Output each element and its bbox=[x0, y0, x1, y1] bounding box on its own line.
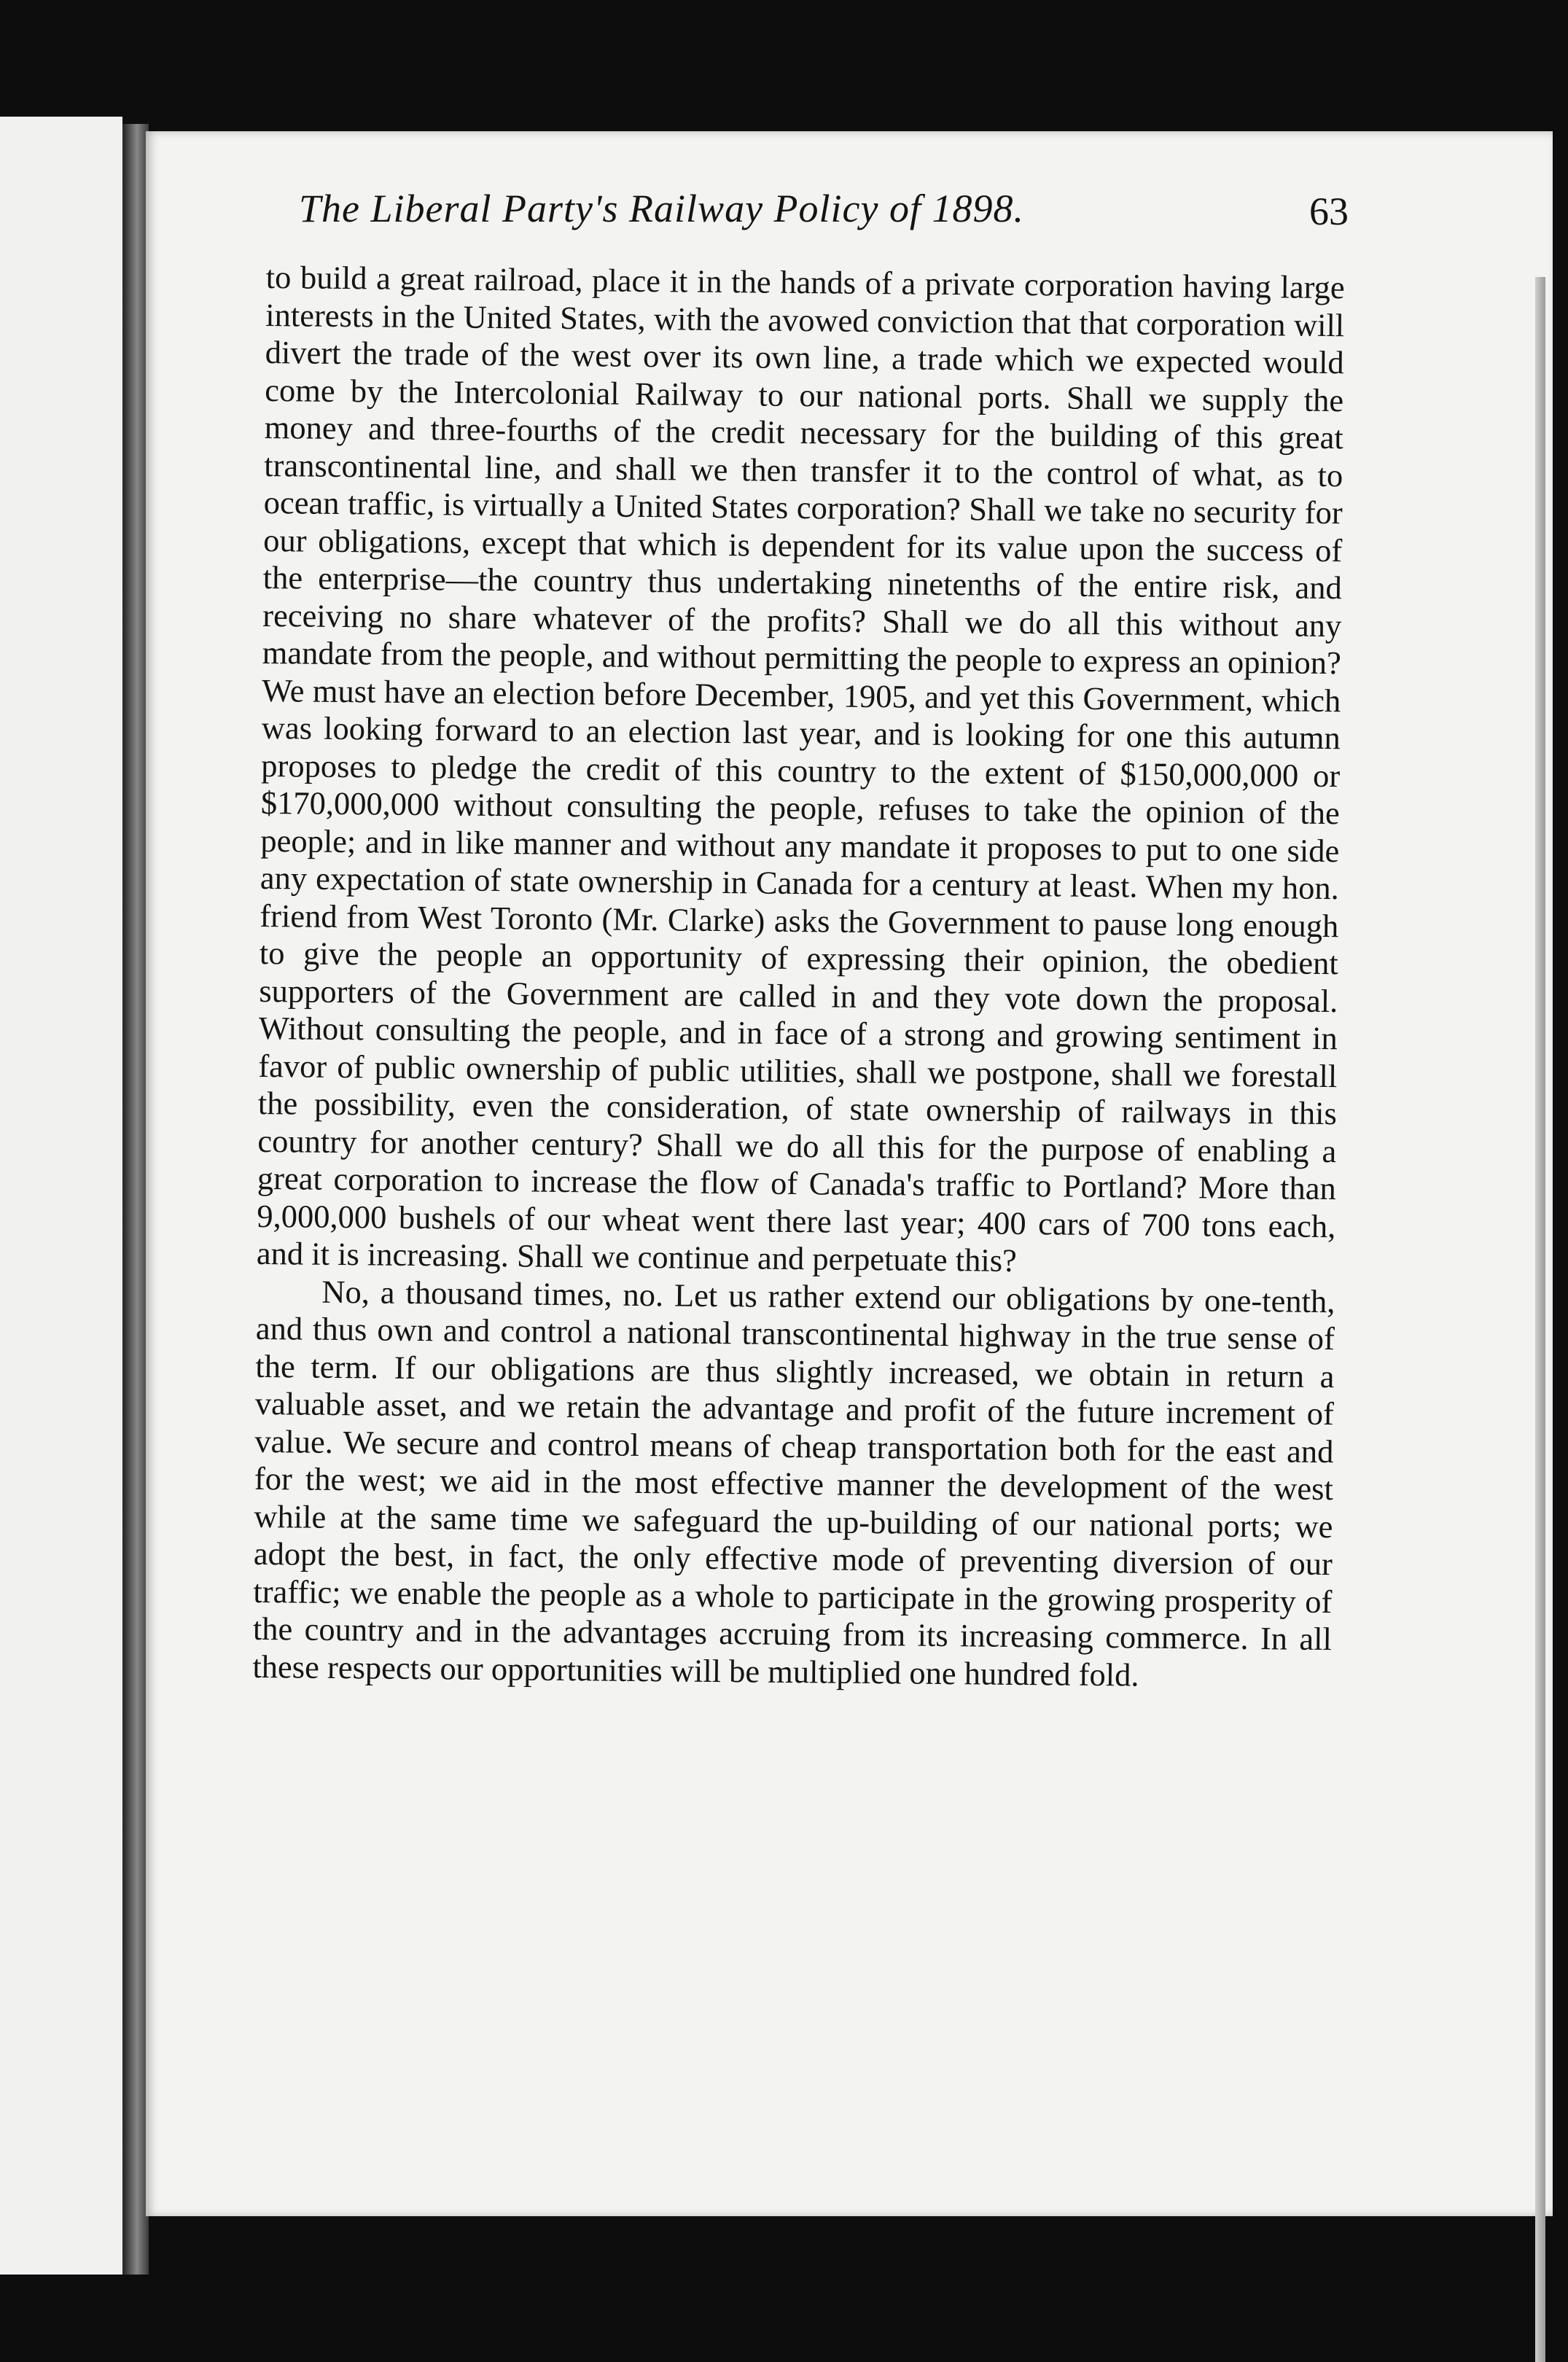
page-edge bbox=[1535, 277, 1545, 2362]
running-head bbox=[153, 186, 1349, 252]
paragraph-2: No, a thousand times, no. Let us rather extend our obligations by one-tenth, and thus own and control a national transcontinental highway in the true sense of the term. If our obligations are thus slightly increased, we obtain in return a valuable asset, and we retain the advantage and profit of the future increment of value. We secure and control means of cheap transportation both for the east and for the west; we aid in the most effective manner the development of the west while at the same time we safeguard the up-building of our national ports; we adopt the best, in fact, the only effective mode of preventing diversion of our traffic; we enable the people as a whole to participate in the growing prosperity of the country and in the advantages accruing from its increasing commerce. In all these respects our opportunities will be multiplied one hundred fold. bbox=[252, 1273, 1335, 1693]
book-gutter bbox=[122, 124, 149, 2275]
page-number: 63 bbox=[1309, 190, 1349, 233]
running-title: The Liberal Party's Railway Policy of 1898. bbox=[299, 187, 1024, 230]
paragraph-1: to build a great railroad, place it in the hands of a private corporation having large interests in the United States, with the avowed conviction that that corporation will divert the trade of the west over its own line, a trade which we expected would come by the Intercolonial Railway to our national ports. Shall we supply the money and three-fourths of the credit necessary for the building of this great transcontinental line, and shall we then transfer it to the control of what, as to ocean traffic, is virtually a United States corporation? Shall we take no security for our obligations, except that which is dependent for its value upon the success of the enterprise—the country thus undertaking ninetenths of the entire risk, and receiving no share whatever of the profits? Shall we do all this without any mandate from the people, and without permitting the people to express an opinion? We must have an election before December, 1905, and yet this Government, which was looking forward to an election last year, and is looking for one this autumn proposes to pledge the credit of this country to the extent of $150,000,000 or $170,000,000 without consulting the people, refuses to take the opinion of the people; and in like manner and without any mandate it proposes to put to one side any expectation of state ownership in Canada for a century at least. When my hon. friend from West Toronto (Mr. Clarke) asks the Government to pause long enough to give the people an opportunity of expressing their opinion, the obedient supporters of the Government are called in and they vote down the proposal. Without consulting the people, and in face of a strong and growing sentiment in favor of public ownership of public utilities, shall we postpone, shall we forestall the possibility, even the consideration, of state ownership of railways in this country for another century? Shall we do all this for the purpose of enabling a great corporation to increase the flow of Canada's traffic to Portland? More than 9,000,000 bushels of our wheat went there last year; 400 cars of 700 tons each, and it is increasing. Shall we continue and perpetuate this? bbox=[256, 259, 1345, 1279]
facing-page-edge bbox=[0, 117, 122, 2275]
body-text bbox=[252, 259, 1345, 1696]
